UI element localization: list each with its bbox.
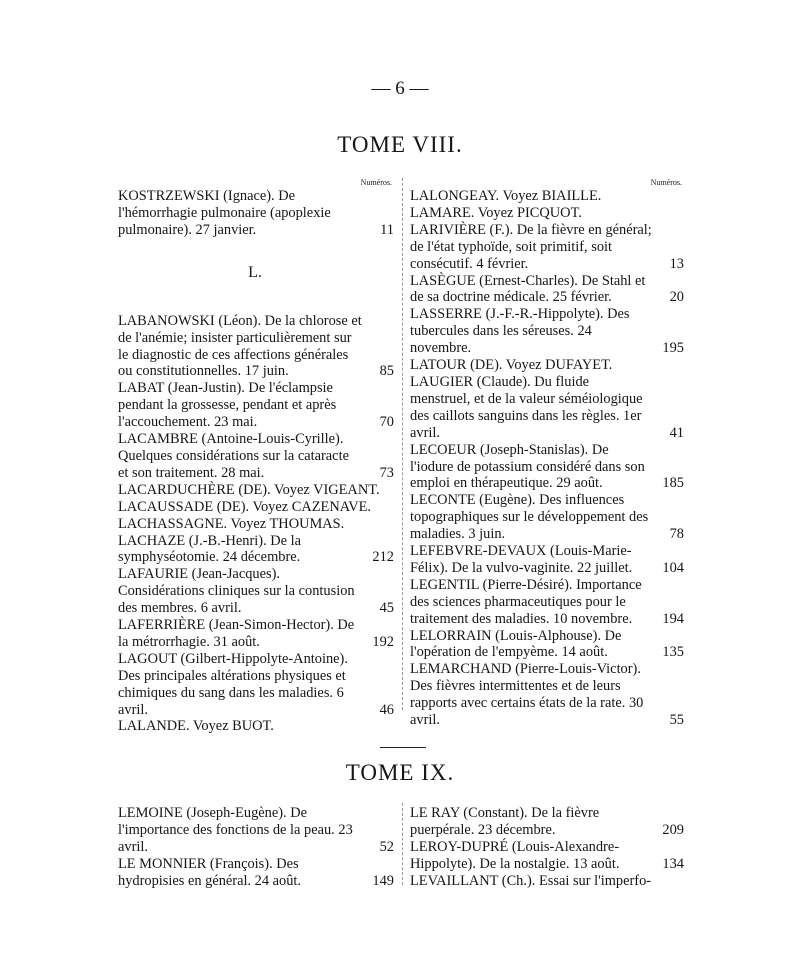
index-entry [410,306,682,357]
entry-text: LEMOINE (Joseph-Eugène). De l'importance des fonctions de la peau. 23 avril. [118,805,353,855]
entry-number: 70 [379,414,394,431]
entry-number: 135 [662,644,684,661]
entry-text: LABANOWSKI (Léon). De la chlorose et de l'anémie; insister particulièrement sur le diagnostic de ces affections générales ou constitutionnelles. 17 juin. [118,312,362,380]
index-entry [118,313,392,381]
entry-number: 194 [662,610,684,627]
index-entry [118,566,392,617]
index-entry [118,431,392,482]
entry-number: 149 [372,872,394,889]
entry-number: 52 [379,838,394,855]
entry-text: KOSTRZEWSKI (Ignace). De l'hémorrhagie pulmonaire (apoplexie pulmonaire). 27 janvier. [118,188,331,238]
index-entry [118,856,392,890]
entry-number: 78 [669,526,684,543]
entry-text: LACARDUCHÈRE (DE). Voyez VIGEANT. [118,481,380,498]
entry-text: LEVAILLANT (Ch.). Essai sur l'imperfo- [410,872,652,889]
index-entry [410,442,682,493]
index-entry [118,805,392,856]
index-entry [410,222,682,273]
entry-text: LAGOUT (Gilbert-Hippolyte-Antoine). Des principales altérations physiques et chimiques du sang dans les maladies. 6 avril. [118,650,348,718]
entry-number: 195 [662,340,684,357]
index-entry [410,577,682,628]
entry-number: 20 [669,289,684,306]
entry-number: 45 [379,600,394,617]
numeros-label: Numéros. [650,178,682,187]
index-entry [410,805,682,839]
entry-text: LE RAY (Constant). De la fièvre puerpérale. 23 décembre. [410,805,600,838]
index-entry [410,273,682,307]
entry-number: 85 [379,363,394,380]
entry-number: 46 [379,701,394,718]
entry-number: 11 [380,221,394,238]
entry-number: 212 [372,549,394,566]
entry-number: 73 [379,464,394,481]
index-entry [118,188,392,239]
index-entry [118,617,392,651]
entry-text: LACHASSAGNE. Voyez THOUMAS. [118,515,345,532]
entry-text: LAUGIER (Claude). Du fluide menstruel, et de la valeur séméiologique des caillots sanguins dans les règles. 1er avril. [410,373,643,441]
entry-text: LALONGEAY. Voyez BIAILLE. [410,188,602,204]
index-entry [410,873,682,890]
entry-text: LABAT (Jean-Justin). De l'éclampsie pendant la grossesse, pendant et après l'accouchement. 23 mai. [118,380,337,431]
entry-text: LEMARCHAND (Pierre-Louis-Victor). Des fièvres intermittentes et de leurs rapports avec certains états de la rate. 30 avril. [410,661,644,729]
numeros-label: Numéros. [360,178,392,187]
entry-number: 209 [662,821,684,838]
volume-heading: TOME IX. [345,760,455,785]
volume-heading: TOME VIII. [337,132,463,157]
entry-text: LEGENTIL (Pierre-Désiré). Importance des sciences pharmaceutiques pour le traitement des maladies. 10 novembre. [410,576,642,627]
index-entry [118,718,392,735]
entry-text: LASSERRE (J.-F.-R.-Hippolyte). Des tubercules dans les séreuses. 24 novembre. [410,306,630,357]
entry-text: LACAMBRE (Antoine-Louis-Cyrille). Quelques considérations sur la cataracte et son traitement. 28 mai. [118,431,349,481]
entry-number: 134 [662,855,684,872]
column-divider [402,803,403,885]
entry-number: 104 [662,559,684,576]
right-column [410,805,682,890]
index-entry [118,499,392,516]
index-entry [410,492,682,543]
index-entry [410,543,682,577]
section-divider [380,747,426,748]
index-entry [118,380,392,431]
page-number: — 6 — [371,78,429,99]
entry-text: LE MONNIER (François). Des hydropisies en général. 24 août. [118,855,302,889]
entry-text: LASÈGUE (Ernest-Charles). De Stahl et de sa doctrine médicale. 25 février. [410,272,646,306]
entry-text: LARIVIÈRE (F.). De la fièvre en général; de l'état typhoïde, soit primitif, soit consécutif. 4 février. [410,221,652,272]
entry-number: 41 [669,424,684,441]
entry-text: LEROY-DUPRÉ (Louis-Alexandre-Hippolyte). De la nostalgie. 13 août. [410,838,620,872]
entry-text: LAFAURIE (Jean-Jacques). Considérations cliniques sur la contusion des membres. 6 avril. [118,566,355,617]
index-entry [410,839,682,873]
index-entry [410,374,682,442]
index-entry [118,516,392,533]
index-entry [118,533,392,567]
entry-text: LACAUSSADE (DE). Voyez CAZENAVE. [118,498,372,515]
entry-text: LECONTE (Eugène). Des influences topographiques sur le développement des maladies. 3 juin. [410,492,649,543]
entry-text: LEFEBVRE-DEVAUX (Louis-Marie-Félix). De la vulvo-vaginite. 22 juillet. [410,543,633,576]
entry-number: 55 [669,712,684,729]
index-entry [118,482,392,499]
entry-number: 13 [669,255,684,272]
index-entry [410,357,682,374]
entry-text: LACHAZE (J.-B.-Henri). De la symphyséotomie. 24 décembre. [118,532,302,566]
entry-text: LAMARE. Voyez PICQUOT. [410,204,582,221]
section-letter: L. [248,263,262,281]
index-entry [118,651,392,719]
right-column [410,177,682,729]
entry-text: LATOUR (DE). Voyez DUFAYET. [410,357,613,374]
index-entry [410,205,682,222]
entry-number: 192 [372,633,394,650]
entry-text: LECOEUR (Joseph-Stanislas). De l'iodure de potassium considéré dans son emploi en thérapeutique. 29 août. [410,441,645,492]
entry-text: LAFERRIÈRE (Jean-Simon-Hector). De la métrorrhagie. 31 août. [118,617,355,650]
index-entry [410,628,682,662]
left-column [118,177,392,735]
entry-number: 185 [662,475,684,492]
entry-text: LELORRAIN (Louis-Alphouse). De l'opération de l'empyème. 14 août. [410,627,622,661]
entry-text: LALANDE. Voyez BUOT. [118,718,274,735]
index-entry [410,661,682,729]
left-column [118,805,392,890]
column-divider [402,178,403,710]
index-entry [410,188,682,205]
